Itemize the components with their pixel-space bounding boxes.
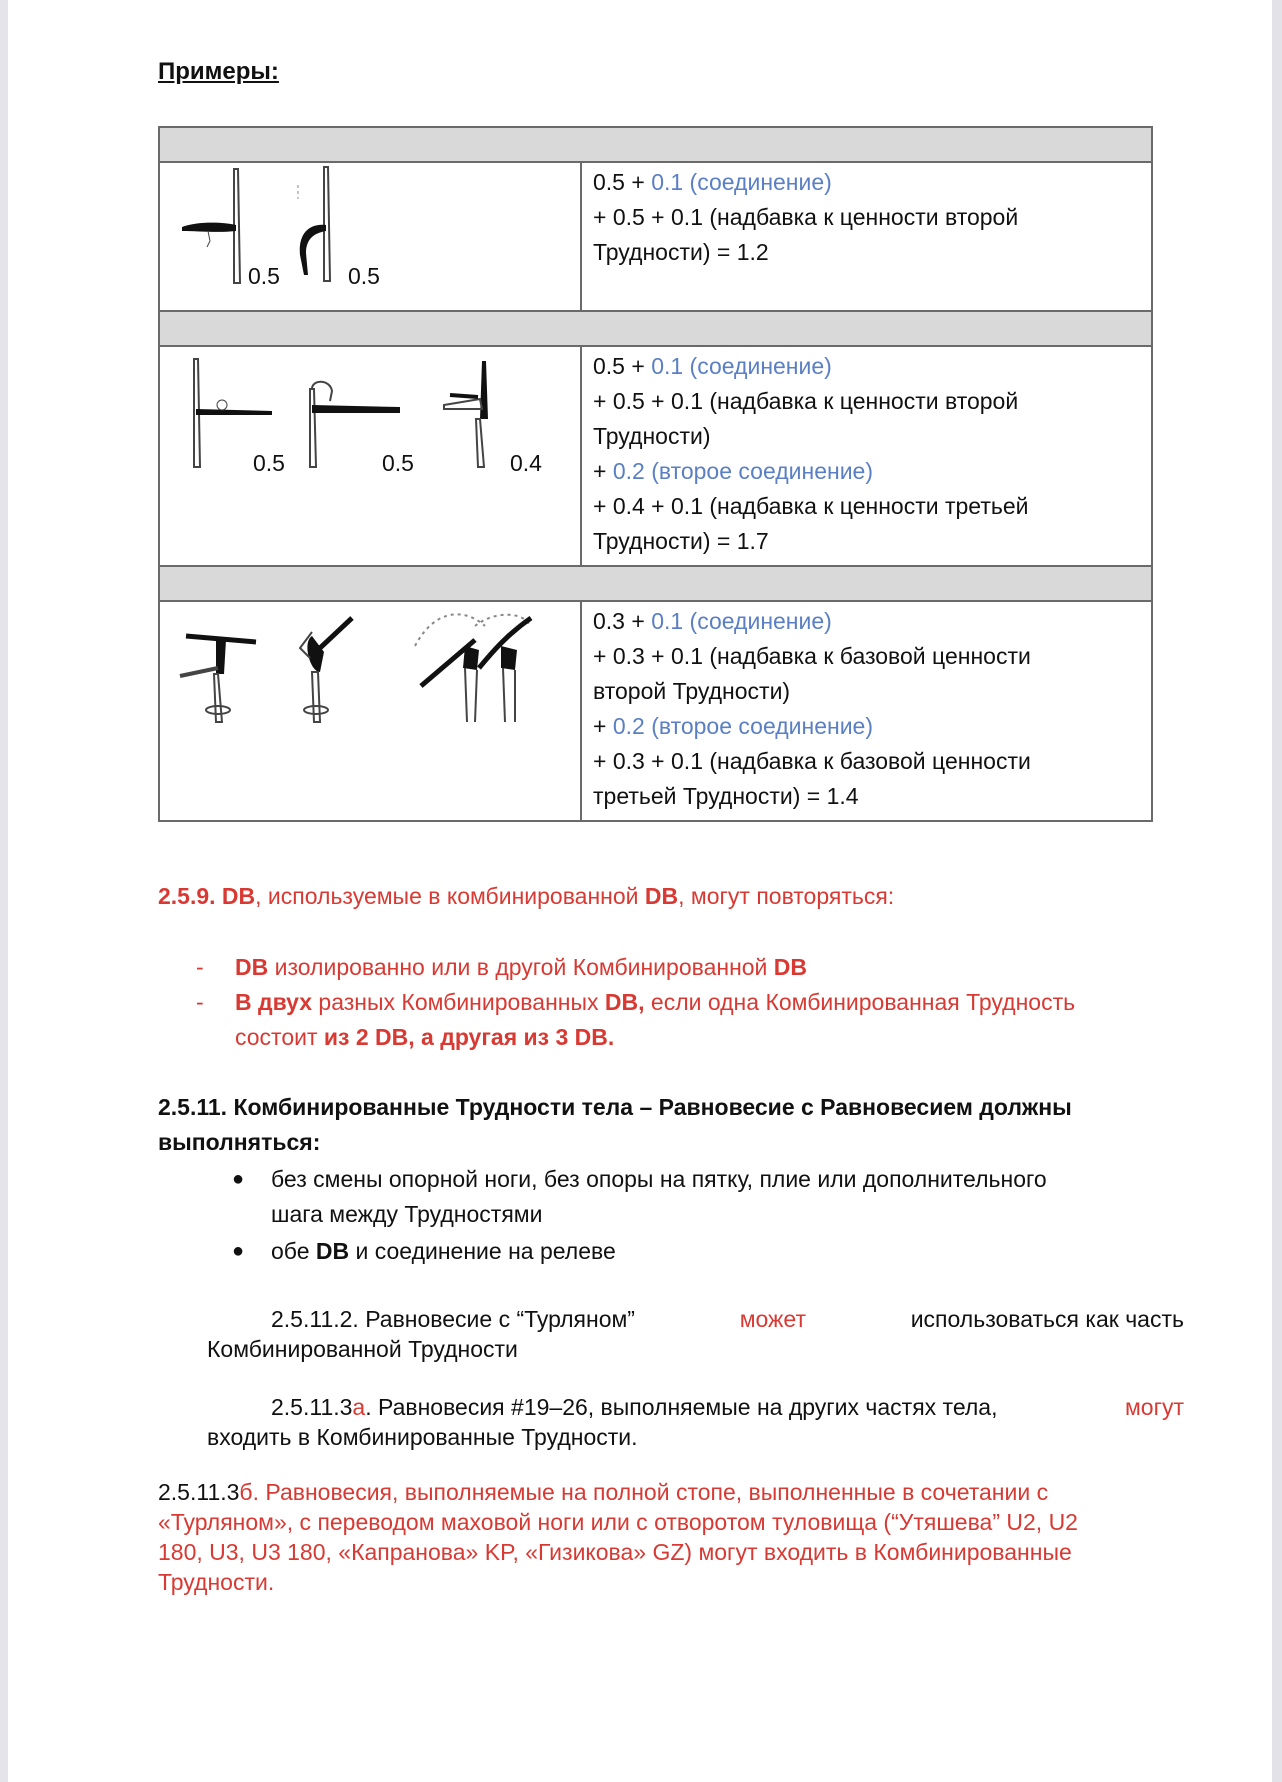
calc-text: второй Трудности) bbox=[593, 678, 791, 704]
value-label: 0.5 bbox=[253, 450, 285, 476]
second-connection-bonus: 0.2 (второе соединение) bbox=[612, 458, 873, 484]
calculation-cell bbox=[581, 346, 1152, 566]
viewer-left-edge bbox=[0, 0, 8, 1782]
calc-text: 0.5 + bbox=[593, 169, 652, 195]
value-label: 0.4 bbox=[510, 450, 542, 476]
second-connection-bonus: 0.2 (второе соединение) bbox=[612, 713, 873, 739]
value-label: 0.5 bbox=[248, 263, 280, 289]
table-row bbox=[159, 601, 1152, 821]
calc-text: + bbox=[593, 458, 613, 484]
calc-total: Трудности) = 1.2 bbox=[593, 239, 769, 265]
section-2-5-11-3b: 2.5.11.3б. Равновесия, выполняемые на полной стопе, выполненные в сочетании с «Турляном», с переводом маховой ноги или с отворотом туловища (“Утяшева” U2, U2 180, U3, U3 180, «Капранова» KP, «Гизикова» GZ) могут входить в Комбинированные Трудности. bbox=[158, 1479, 1078, 1595]
turn-figure-icon bbox=[290, 612, 360, 728]
calc-total: Трудности) = 1.7 bbox=[593, 528, 769, 554]
value-label: 0.5 bbox=[382, 450, 414, 476]
calc-text: + 0.5 + 0.1 (надбавка к ценности второй bbox=[593, 204, 1019, 230]
balance-figure-icon bbox=[288, 165, 348, 283]
pivot-figure-icon bbox=[405, 606, 545, 728]
table-row bbox=[159, 162, 1152, 311]
calc-text: 0.3 + bbox=[593, 608, 652, 634]
calc-text: 0.5 + bbox=[593, 353, 652, 379]
examples-title: Примеры: bbox=[158, 58, 279, 85]
figures-cell bbox=[159, 601, 581, 821]
value-label: 0.5 bbox=[348, 263, 380, 289]
turn-figure-icon bbox=[176, 618, 266, 728]
figures-cell bbox=[159, 162, 581, 311]
connection-bonus: 0.1 (соединение) bbox=[651, 169, 832, 195]
bullet-item: ● обе DB и соединение на релеве bbox=[232, 1238, 616, 1264]
bullet-item: ● без смены опорной ноги, без опоры на пятку, плие или дополнительного шага между Трудностями bbox=[232, 1166, 1047, 1227]
section-2-5-11-3a: 2.5.11.3а. Равновесия #19–26, выполняемые на других частях тела, могут входить в Комбинированные Трудности. bbox=[207, 1394, 1184, 1450]
connection-bonus: 0.1 (соединение) bbox=[651, 608, 832, 634]
calc-text: + bbox=[593, 713, 613, 739]
section-2-5-11-heading: 2.5.11. Комбинированные Трудности тела – Равновесие с Равновесием должны выполняться: bbox=[158, 1094, 1072, 1155]
table-band bbox=[159, 566, 1152, 601]
examples-table bbox=[158, 126, 1153, 822]
connection-bonus: 0.1 (соединение) bbox=[651, 353, 832, 379]
calc-text: + 0.3 + 0.1 (надбавка к базовой ценности bbox=[593, 748, 1031, 774]
table-band bbox=[159, 127, 1152, 162]
calc-text: + 0.4 + 0.1 (надбавка к ценности третьей bbox=[593, 493, 1029, 519]
list-item: - В двух разных Комбинированных DB, если одна Комбинированная Трудность состоит из 2 DB, а другая из 3 DB. bbox=[196, 989, 1076, 1050]
section-2-5-11-2: 2.5.11.2. Равновесие с “Турляном” может использоваться как часть Комбинированной Трудности bbox=[207, 1306, 1184, 1362]
viewer-scrollbar[interactable] bbox=[1272, 0, 1282, 1782]
balance-figure-icon bbox=[440, 359, 510, 469]
calc-text: + 0.3 + 0.1 (надбавка к базовой ценности bbox=[593, 643, 1031, 669]
calculation-cell bbox=[581, 601, 1152, 821]
calc-text: Трудности) bbox=[593, 423, 711, 449]
calculation-cell bbox=[581, 162, 1152, 311]
list-item: - DB изолированно или в другой Комбинированной DB bbox=[196, 954, 808, 980]
figures-cell bbox=[159, 346, 581, 566]
calc-total: третьей Трудности) = 1.4 bbox=[593, 783, 859, 809]
section-2-5-9-heading: 2.5.9. DB, используемые в комбинированной DB, могут повторяться: bbox=[158, 883, 895, 909]
table-row bbox=[159, 346, 1152, 566]
calc-text: + 0.5 + 0.1 (надбавка к ценности второй bbox=[593, 388, 1019, 414]
table-band bbox=[159, 311, 1152, 346]
